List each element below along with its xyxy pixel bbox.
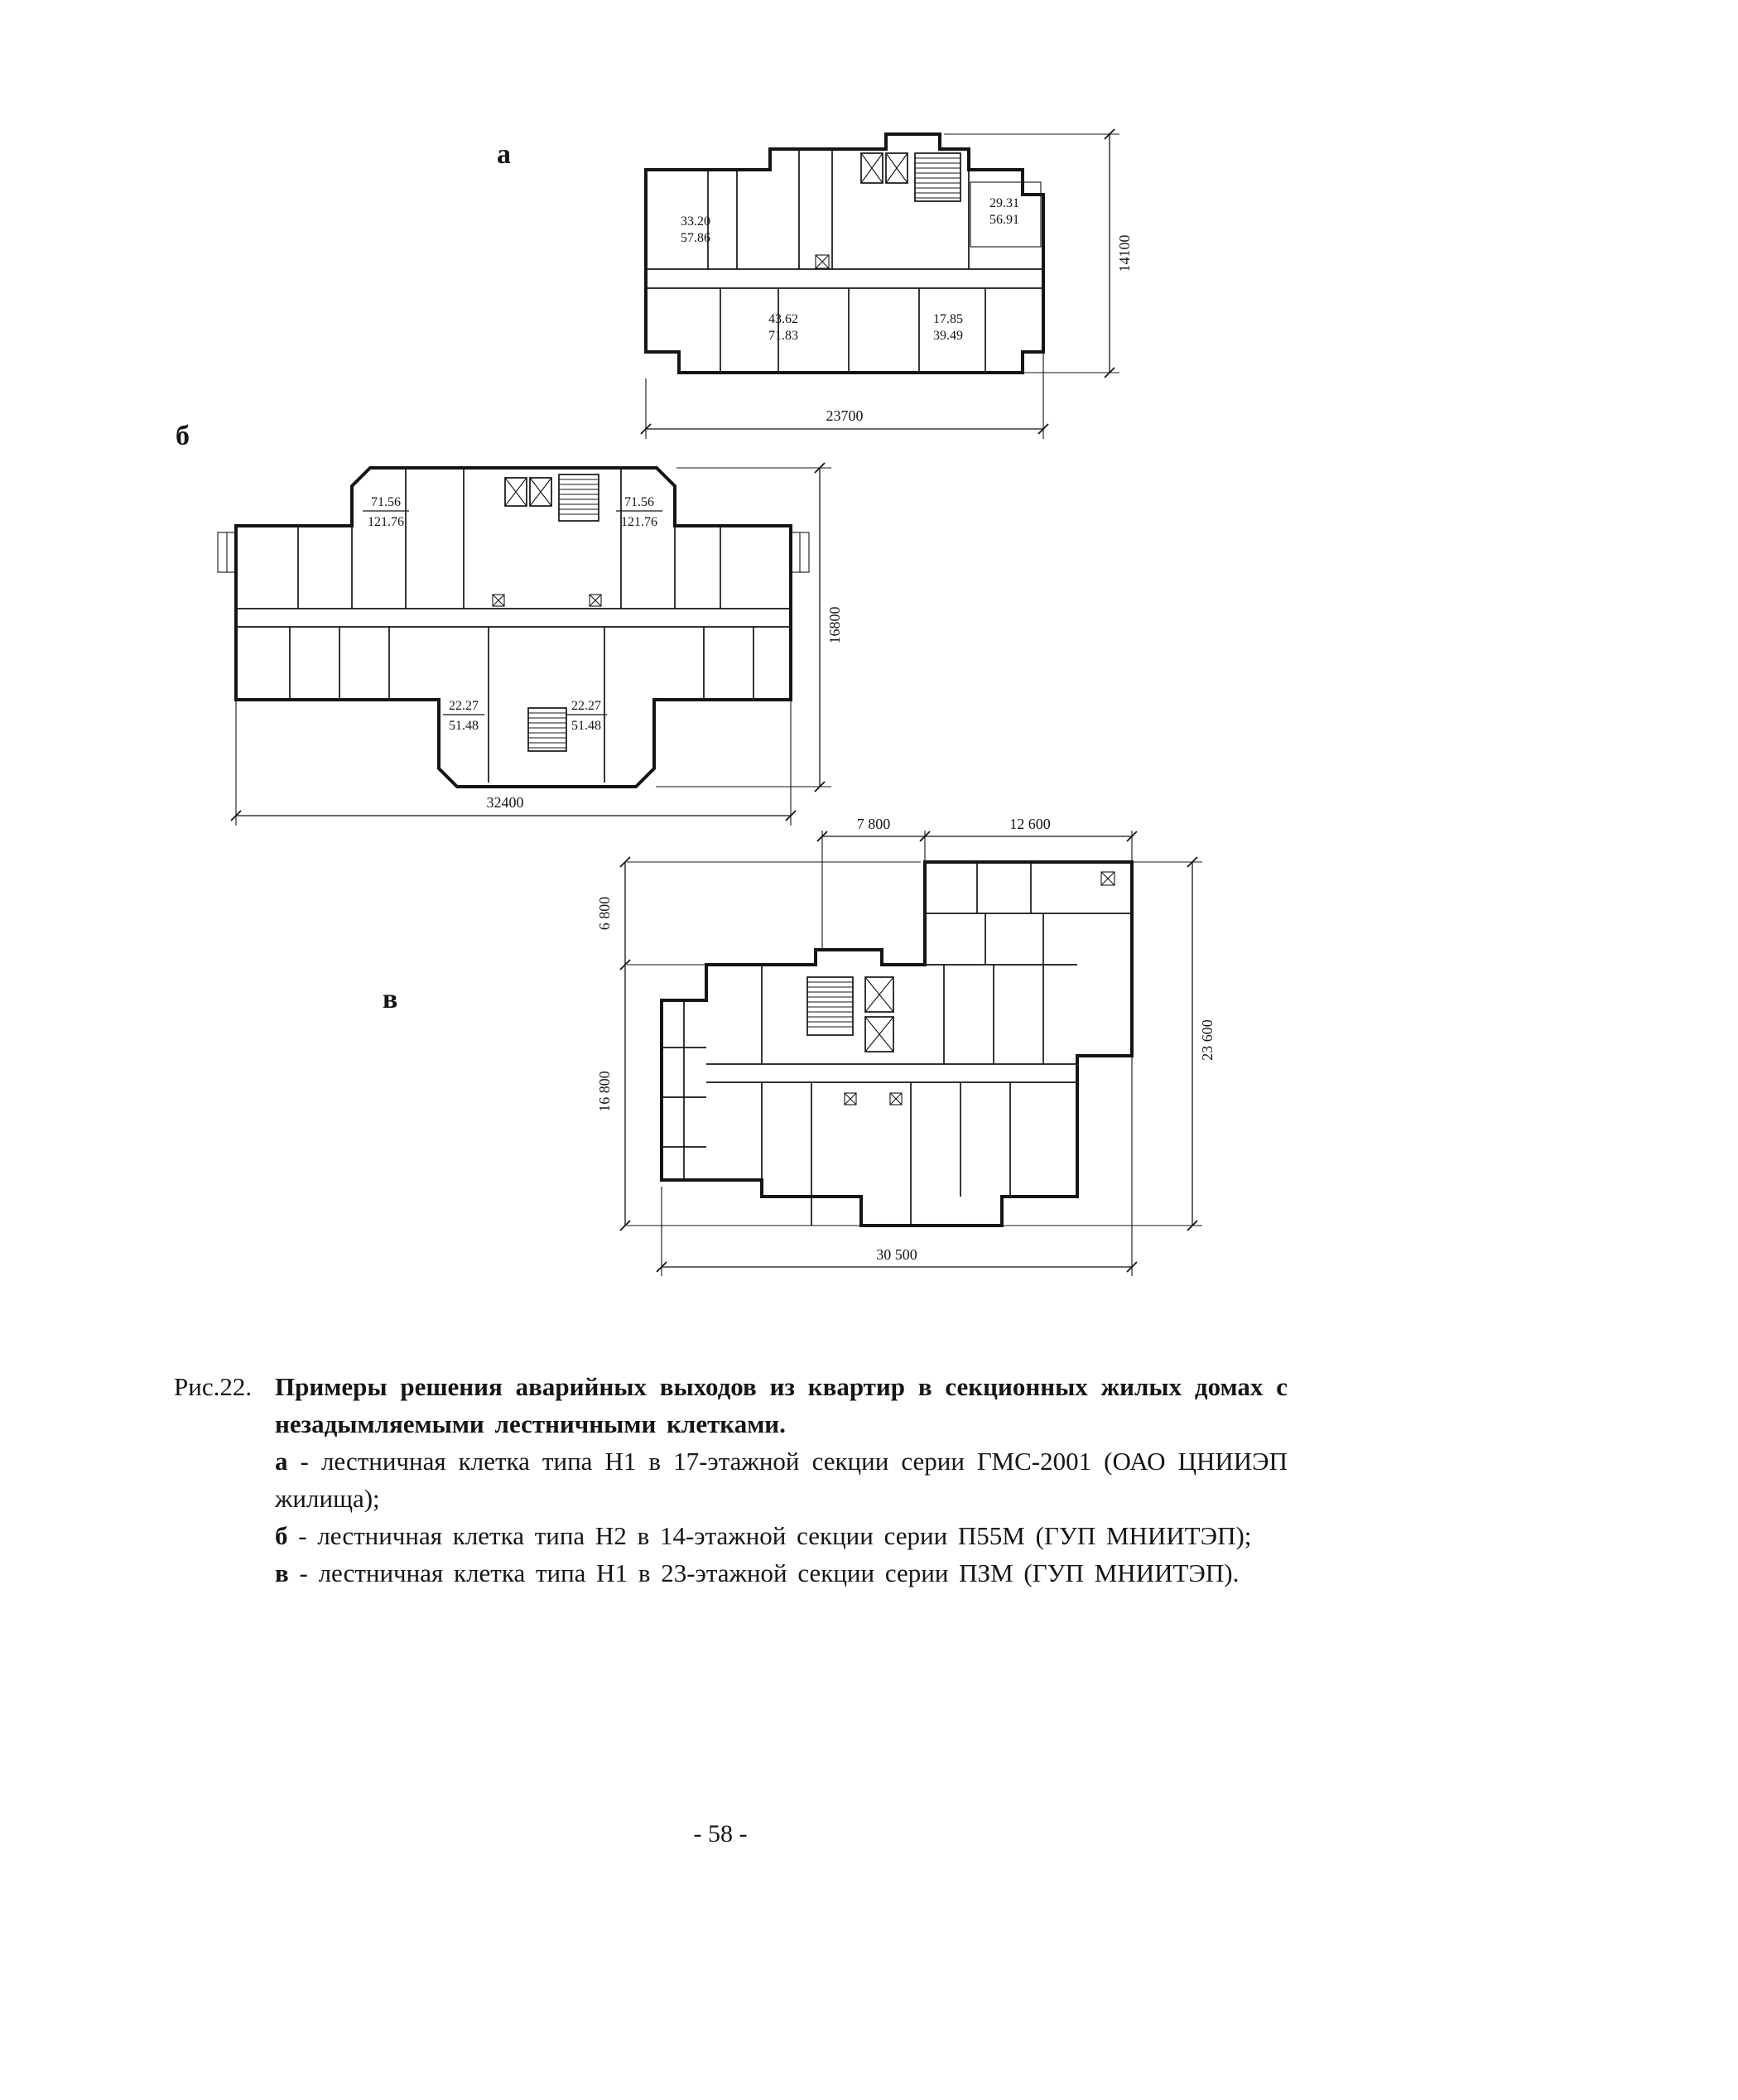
svg-text:71.83: 71.83 — [768, 329, 798, 343]
svg-text:23 600: 23 600 — [1199, 1019, 1216, 1061]
plan-v-partitions — [762, 965, 1043, 1226]
plan-v-outline — [662, 862, 1132, 1226]
svg-text:23700: 23700 — [826, 407, 864, 424]
page-number: - 58 - — [693, 1820, 748, 1847]
svg-text:14100: 14100 — [1116, 234, 1133, 272]
plan-b-elevator-shafts — [505, 478, 551, 506]
plan-b-area-label-2 — [443, 699, 484, 733]
plan-a-stair — [915, 153, 960, 201]
svg-text:71.56: 71.56 — [624, 495, 654, 509]
plan-b-area-label-3 — [566, 699, 607, 733]
plan-a-area-label-0 — [681, 214, 710, 245]
plan-b-corridor-walls — [236, 609, 791, 627]
plan-b-area-label-0 — [363, 495, 409, 529]
svg-text:43.62: 43.62 — [768, 312, 798, 326]
plan-b-stair-lower — [528, 708, 566, 751]
svg-text:22.27: 22.27 — [449, 699, 479, 713]
plan-a-vent-shaft — [816, 255, 829, 268]
caption-item-a — [174, 1443, 1288, 1517]
plan-a-corridor-walls — [646, 269, 1043, 288]
svg-text:57.86: 57.86 — [681, 231, 710, 245]
caption-item-a-letter: а — [275, 1447, 288, 1476]
svg-text:39.49: 39.49 — [933, 329, 963, 343]
plan-v-corridor-walls — [706, 1064, 1077, 1082]
plan-b-label: б — [176, 421, 190, 451]
plan-a-area-label-1 — [989, 196, 1019, 227]
plan-v-left-column-cells — [662, 1000, 706, 1180]
svg-text:71.56: 71.56 — [371, 495, 401, 509]
plan-a-outline — [646, 134, 1043, 373]
plan-a-elevator-shafts — [861, 153, 908, 183]
plan-a-dimension-bottom — [641, 354, 1048, 439]
caption-item-a-text: - лестничная клетка типа Н1 в 17-этажной секции серии ГМС-2001 (ОАО ЦНИИЭП жилища); — [275, 1447, 1288, 1513]
plan-b-vent-shafts — [493, 595, 601, 606]
svg-text:12 600: 12 600 — [1009, 816, 1051, 832]
plan-v-label: в — [383, 984, 398, 1014]
caption-item-b-letter: б — [275, 1521, 288, 1550]
svg-text:56.91: 56.91 — [989, 213, 1019, 227]
plan-b-stair-upper — [559, 474, 599, 521]
svg-text:51.48: 51.48 — [571, 719, 601, 733]
svg-text:33.20: 33.20 — [681, 214, 710, 229]
svg-text:121.76: 121.76 — [368, 515, 404, 529]
plan-a-drawing — [613, 124, 1159, 464]
plan-b-partitions — [290, 468, 753, 783]
svg-text:121.76: 121.76 — [621, 515, 657, 529]
svg-text:16800: 16800 — [826, 606, 843, 644]
svg-text:22.27: 22.27 — [571, 699, 601, 713]
caption-main-text: Примеры решения аварийных выходов из квартир в секционных жилых домах с незадымляемыми лестничными клетками. — [275, 1372, 1288, 1438]
caption-item-v-letter: в — [275, 1558, 289, 1587]
plan-a-dimension-right — [944, 129, 1133, 378]
svg-text:6 800: 6 800 — [596, 896, 613, 931]
caption-item-b — [174, 1517, 1288, 1554]
plan-a-label: а — [497, 139, 511, 170]
svg-text:51.48: 51.48 — [449, 719, 479, 733]
svg-text:17.85: 17.85 — [933, 312, 963, 326]
plan-v-vent-shafts — [845, 872, 1115, 1105]
caption-item-v-text: - лестничная клетка типа Н1 в 23-этажной секции серии ПЗМ (ГУП МНИИТЭП). — [288, 1558, 1240, 1587]
plan-v-drawing — [596, 816, 1250, 1312]
svg-text:7 800: 7 800 — [856, 816, 891, 832]
svg-text:32400: 32400 — [486, 794, 524, 811]
plan-a-area-label-2 — [768, 312, 798, 343]
caption-item-v — [174, 1554, 1288, 1592]
plan-b-area-label-1 — [616, 495, 662, 529]
svg-text:16 800: 16 800 — [596, 1071, 613, 1112]
plan-b-dimension-bottom — [231, 701, 796, 826]
plan-v-elevator-shafts — [865, 977, 893, 1052]
plan-v-stair — [807, 977, 853, 1035]
caption-item-b-text: - лестничная клетка типа Н2 в 14-этажной секции серии П55М (ГУП МНИИТЭП); — [287, 1521, 1252, 1550]
plan-b-drawing — [215, 451, 878, 840]
plan-v-dimension-bottom — [657, 1057, 1137, 1276]
svg-text:29.31: 29.31 — [989, 196, 1019, 210]
figure-caption — [174, 1368, 1288, 1592]
svg-text:30 500: 30 500 — [876, 1246, 917, 1263]
figure-number: Рис.22. — [174, 1372, 253, 1401]
plan-a-area-label-3 — [933, 312, 963, 343]
